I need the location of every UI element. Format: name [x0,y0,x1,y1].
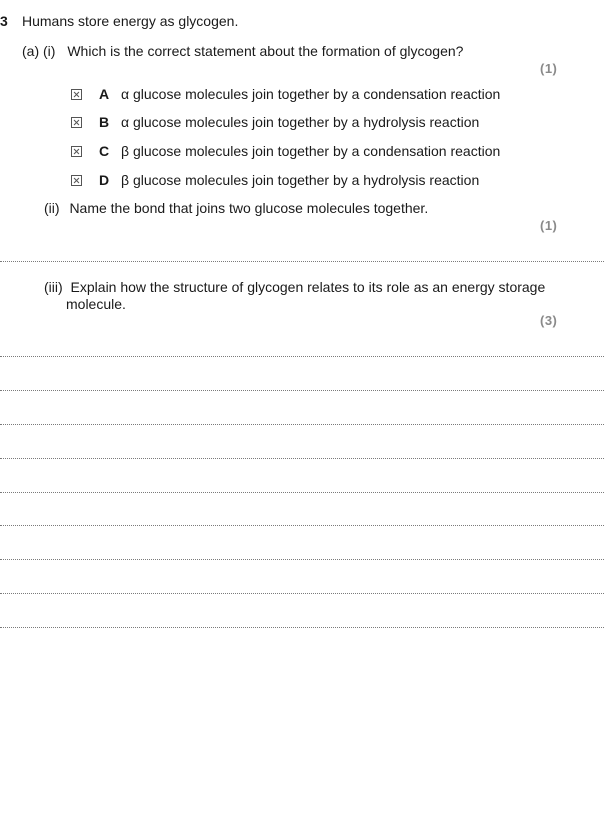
question-number: 3 [0,13,8,29]
part-a-ii-label: (ii) [44,200,60,216]
answer-line[interactable] [0,261,604,262]
question-stem: Humans store energy as glycogen. [22,13,239,29]
option-b-letter: B [99,114,110,130]
part-a-ii-text: Name the bond that joins two glucose molecules together. [69,200,429,216]
answer-line[interactable] [0,492,604,493]
answer-line[interactable] [0,627,604,628]
answer-line[interactable] [0,356,604,357]
option-c-checkbox[interactable] [71,146,82,157]
part-a-ii-marks: (1) [540,218,558,233]
part-a-iii-marks: (3) [540,313,558,328]
option-d-text: β glucose molecules join together by a hydrolysis reaction [121,172,480,188]
part-a-i-text: Which is the correct statement about the formation of glycogen? [67,43,464,59]
option-b-checkbox[interactable] [71,117,82,128]
part-a-iii [44,279,545,295]
option-d[interactable] [71,171,479,189]
answer-line[interactable] [0,559,604,560]
answer-line[interactable] [0,525,604,526]
option-a-letter: A [99,86,110,102]
part-a-iii-text-cont: molecule. [66,296,126,312]
answer-line[interactable] [0,390,604,391]
part-a-iii-text: Explain how the structure of glycogen relates to its role as an energy storage [70,279,546,295]
option-a[interactable] [71,85,500,103]
answer-line[interactable] [0,593,604,594]
option-c[interactable] [71,142,500,160]
part-a-ii [44,200,428,216]
option-d-letter: D [99,172,110,188]
option-a-checkbox[interactable] [71,89,82,100]
answer-line[interactable] [0,424,604,425]
part-a-i-marks: (1) [540,61,558,76]
option-b-text: α glucose molecules join together by a hydrolysis reaction [121,114,480,130]
option-c-text: β glucose molecules join together by a condensation reaction [121,143,501,159]
option-b[interactable] [71,113,479,131]
part-a-iii-label: (iii) [44,279,63,295]
option-d-checkbox[interactable] [71,175,82,186]
option-c-letter: C [99,143,110,159]
part-a-i [22,43,463,59]
answer-line[interactable] [0,458,604,459]
option-a-text: α glucose molecules join together by a condensation reaction [121,86,501,102]
part-a-i-label: (a) (i) [22,43,56,59]
